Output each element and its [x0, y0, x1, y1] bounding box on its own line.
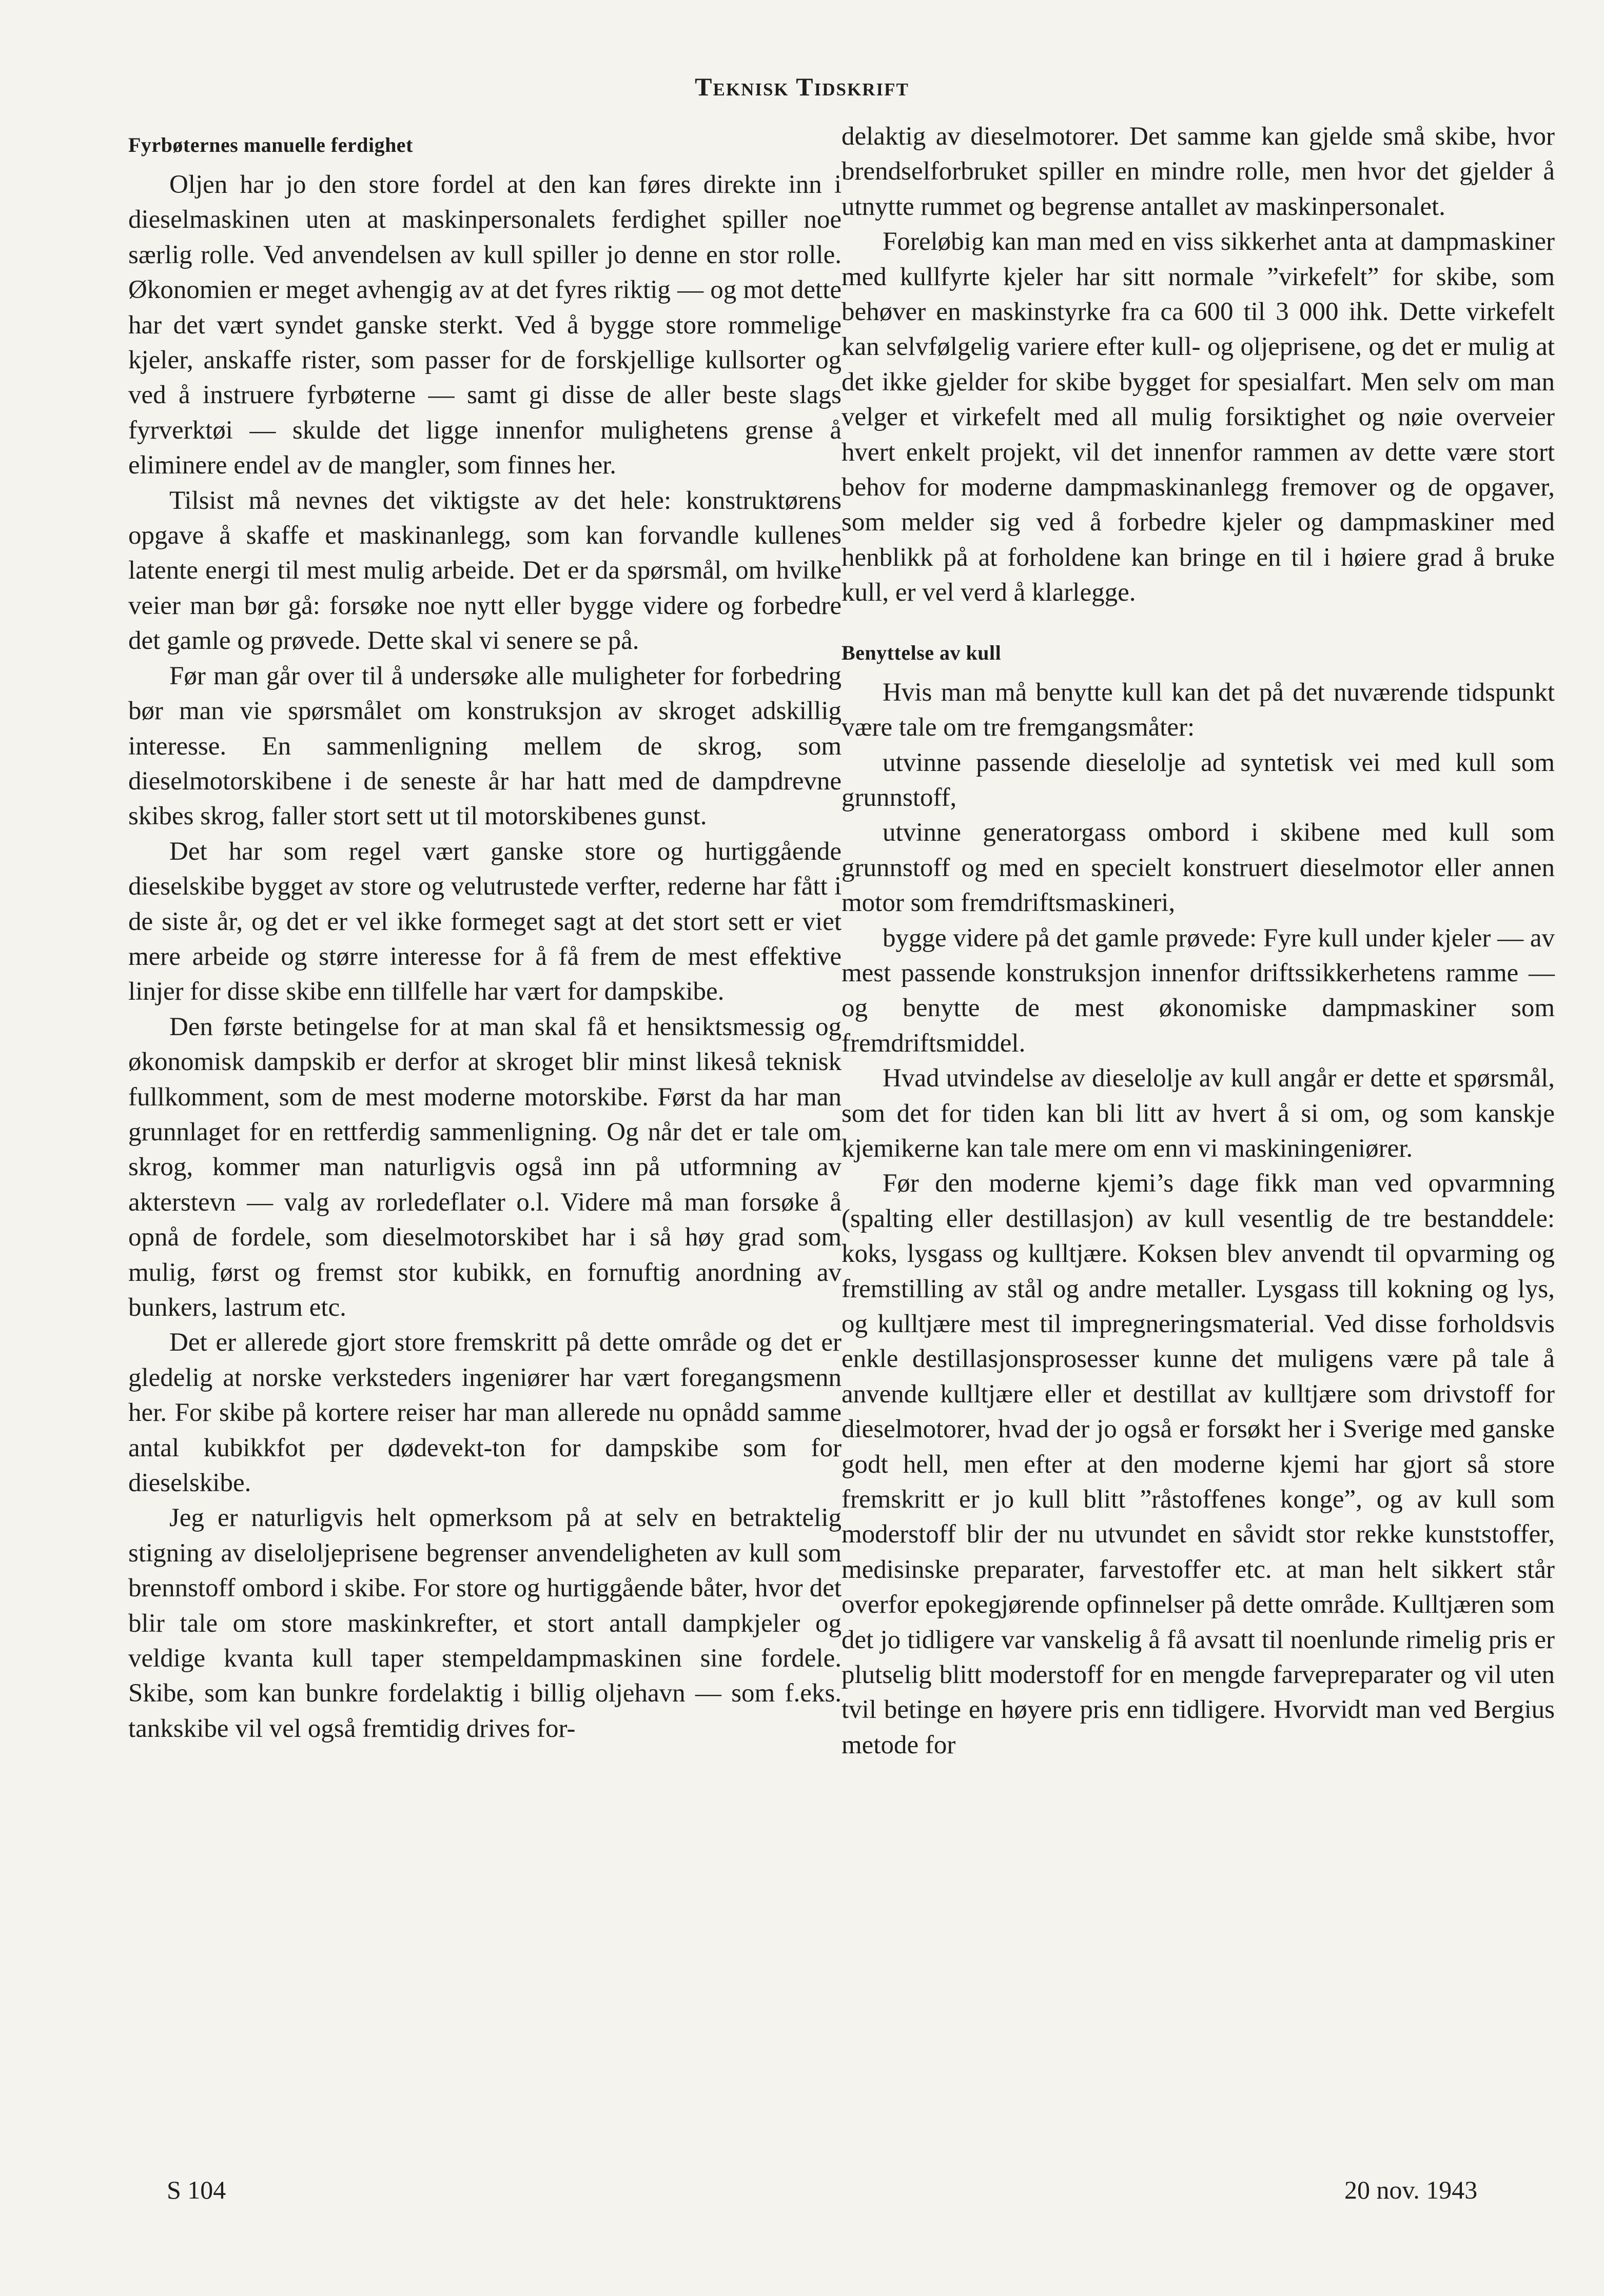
paragraph: Den første betingelse for at man skal få et hensiktsmessig og økonomisk dampskib er derfor at skroget blir minst likeså teknisk fullkomment, som de mest moderne motorskibe. Først da har man grunnlaget for en rettferdig sammenligning. Og når det er tale om skrog, kommer man naturligvis også inn på utformning av akterstevn — valg av rorledeflater o.l. Videre må man forsøke å opnå de fordele, som dieselmotorskibet har i så høy grad som mulig, først og fremst stor kubikk, en fornuftig anordning av bunkers, lastrum etc.	[128, 1012, 842, 1322]
paragraph: Før den moderne kjemi’s dage fikk man ved opvarmning (spalting eller destillasjon) av kull vesentlig de tre bestanddele: koks, lysgass og kulltjære. Koksen blev anvendt til opvarming og fremstilling av stål og andre metaller. Lysgass till kokning og lys, og kulltjære mest til impregneringsmaterial. Ved disse forholdsvis enkle destillasjonsprosesser kunne det muligens være på tale å anvende kulltjære eller et destillat av kulltjære som drivstoff for dieselmotorer, hvad der jo også er forsøkt her i Sverige med ganske godt hell, men efter at den moderne kjemi har gjort så store fremskritt er jo kull blitt ”råstoffenes konge”, og av kull som moderstoff blir der nu utvundet en såvidt stor rekke kunststoffer, medisinske preparater, farvestoffer etc. at man helt sikkert står overfor epokegjørende opfinnelser på dette område. Kulltjæren som det jo tidligere var vanskelig å få avsatt til noenlunde rimelig pris er plutselig blitt moderstoff for en mengde farvepreparater og vil uten tvil betinge en høyere pris enn tidligere. Hvorvidt man ved Bergius metode for	[842, 1169, 1555, 1759]
paragraph: Oljen har jo den store fordel at den kan føres direkte inn i dieselmaskinen uten at maskinpersonalets ferdighet spiller noe særlig rolle. Ved anvendelsen av kull spiller jo denne en stor rolle. Økonomien er meget avhengig av at det fyres riktig — og mot dette har det vært syndet ganske sterkt. Ved å bygge store rommelige kjeler, anskaffe rister, som passer for de forskjellige kullsorter og ved å instruere fyrbøterne — samt gi disse de aller beste slags fyrverktøi — skulde det ligge innenfor mulighetens grense å eliminere endel av de mangler, som finnes her.	[128, 170, 842, 480]
list-item: utvinne passende dieselolje ad syntetisk vei med kull som grunnstoff,	[842, 748, 1555, 812]
page-number: S 104	[167, 2175, 226, 2204]
section-heading-fyrboeternes: Fyrbøternes manuelle ferdighet	[128, 133, 413, 156]
paragraph-continued: delaktig av dieselmotorer. Det samme kan gjelde små skibe, hvor brendselforbruket spiller en mindre rolle, men hvor det gjelder å utnytte rummet og begrense antallet av maskinpersonalet.	[842, 122, 1555, 221]
paragraph: Før man går over til å undersøke alle muligheter for forbedring bør man vie spørsmålet om konstruksjon av skroget adskillig interesse. En sammenligning mellem de skrog, som dieselmotorskibene i de seneste år har hatt med de dampdrevne skibes skrog, faller stort sett ut til motorskibenes gunst.	[128, 661, 842, 831]
paragraph: Hvis man må benytte kull kan det på det nuværende tidspunkt være tale om tre fremgangsmåter:	[842, 678, 1555, 742]
list-item: bygge videre på det gamle prøvede: Fyre kull under kjeler — av mest passende konstruksjon innenfor driftssikkerhetens ramme — og benytte de mest økonomiske dampmaskiner som fremdriftsmiddel.	[842, 923, 1555, 1058]
section-heading-benyttelse: Benyttelse av kull	[842, 641, 1002, 664]
right-column	[842, 119, 1555, 1763]
paragraph: Det har som regel vært ganske store og hurtiggående dieselskibe bygget av store og velutrustede verfter, rederne har fått i de siste år, og det er vel ikke formeget sagt at det stort sett er viet mere arbeide og større interesse for å få frem de mest effektive linjer for disse skibe enn tillfelle har vært for dampskibe.	[128, 837, 842, 1006]
paragraph: Jeg er naturligvis helt opmerksom på at selv en betraktelig stigning av diseloljeprisene begrenser anvendeligheten av kull som brennstoff ombord i skibe. For store og hurtiggående båter, hvor det blir tale om store maskinkrefter, et stort antall dampkjeler og veldige kvanta kull taper stempeldampmaskinen sine fordele. Skibe, som kan bunkre fordelaktig i billig oljehavn — som f.eks. tankskibe vil vel også fremtidig drives for-	[128, 1503, 842, 1743]
paragraph: Hvad utvindelse av dieselolje av kull angår er dette et spørsmål, som det for tiden kan bli litt av hvert å si om, og som kanskje kjemikerne kan tale mere om enn vi maskiningeniører.	[842, 1064, 1555, 1163]
paragraph: Det er allerede gjort store fremskritt på dette område og det er gledelig at norske verksteders ingeniører har vært foregangsmenn her. For skibe på kortere reiser har man allerede nu opnådd samme antal kubikkfot per dødevekt-ton for dampskibe som for dieselskibe.	[128, 1328, 842, 1498]
journal-title: Teknisk Tidskrift	[695, 72, 909, 101]
list-item: utvinne generatorgass ombord i skibene med kull som grunnstoff og med en specielt konstruert dieselmotor eller annen motor som fremdriftsmaskineri,	[842, 818, 1555, 918]
issue-date: 20 nov. 1943	[1344, 2175, 1478, 2204]
left-column	[128, 132, 842, 1746]
paragraph: Foreløbig kan man med en viss sikkerhet anta at dampmaskiner med kullfyrte kjeler har sitt normale ”virkefelt” for skibe, som behøver en maskinstyrke fra ca 600 til 3 000 ihk. Dette virkefelt kan selvfølgelig variere efter kull- og oljeprisene, og det er mulig at det ikke gjelder for skibe bygget for spesialfart. Men selv om man velger et virkefelt med all mulig forsiktighet og nøie overveier hvert enkelt projekt, vil det innenfor rammen av dette være stort behov for moderne dampmaskinanlegg fremover og de opgaver, som melder sig ved å forbedre kjeler og dampmaskiner med henblikk på at forholdene kan bringe en til i høiere grad å bruke kull, er vel verd å klarlegge.	[842, 227, 1555, 607]
paragraph: Tilsist må nevnes det viktigste av det hele: konstruktørens opgave å skaffe et maskinanlegg, som kan forvandle kullenes latente energi til mest mulig arbeide. Det er da spørsmål, om hvilke veier man bør gå: forsøke noe nytt eller bygge videre og forbedre det gamle og prøvede. Dette skal vi senere se på.	[128, 486, 842, 656]
